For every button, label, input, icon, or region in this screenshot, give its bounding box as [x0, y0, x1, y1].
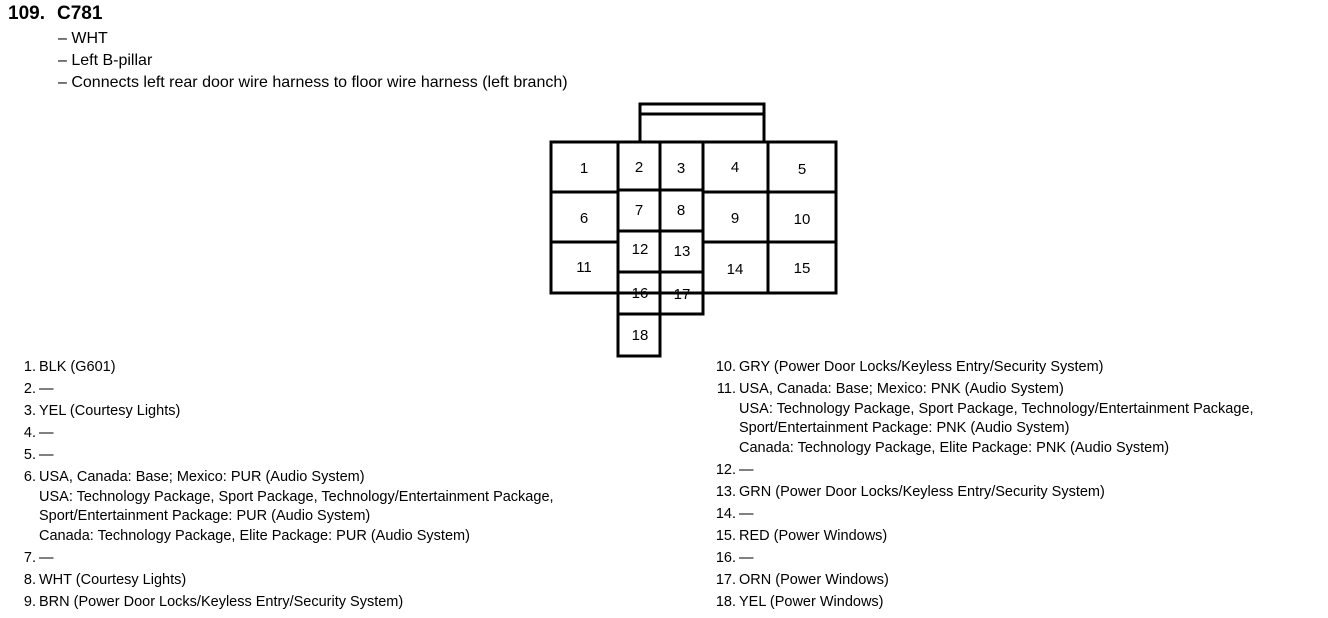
cavity-label: 17 — [673, 286, 691, 303]
pin-description: BRN (Power Door Locks/Keyless Entry/Security System) — [39, 594, 404, 611]
pin-entry — [8, 358, 554, 378]
pin-entry — [708, 505, 1254, 525]
description-color: – WHT — [58, 30, 108, 47]
pin-entry — [708, 358, 1254, 378]
pin-description: Sport/Entertainment Package: PUR (Audio System) — [39, 508, 371, 525]
pin-number: 16. — [715, 550, 736, 567]
pin-description: ORN (Power Windows) — [739, 572, 889, 589]
cavity-label: 11 — [576, 259, 592, 276]
pin-number: 3. — [23, 403, 36, 420]
pin-number: 1. — [23, 359, 36, 375]
cavity-label: 5 — [797, 161, 807, 178]
pin-description: RED (Power Windows) — [739, 527, 888, 544]
pin-entry — [8, 571, 554, 591]
pin-number: 18. — [715, 594, 736, 611]
cavity-label: 3 — [676, 160, 686, 177]
pin-description: — — [39, 550, 54, 567]
cavity-label: 1 — [579, 160, 589, 177]
pin-number: 2. — [23, 381, 36, 398]
connector-number: 109. — [8, 3, 45, 24]
pin-description: GRY (Power Door Locks/Keyless Entry/Security System) — [739, 359, 1104, 375]
pin-description: — — [739, 550, 754, 567]
pin-entry — [8, 380, 554, 400]
pin-number: 15. — [715, 527, 736, 544]
pin-entry — [708, 527, 1254, 547]
pin-description: USA, Canada: Base; Mexico: PUR (Audio System) — [39, 469, 365, 486]
pin-entry — [8, 446, 554, 466]
pin-entry — [708, 593, 1254, 613]
pin-description: BLK (G601) — [39, 359, 116, 375]
cavity-label: 18 — [631, 327, 649, 344]
pin-description: — — [739, 461, 754, 478]
pin-number: 13. — [715, 483, 736, 500]
pin-entry — [8, 549, 554, 569]
pin-entry — [708, 483, 1254, 503]
description-connection: – Connects left rear door wire harness to floor wire harness (left branch) — [58, 74, 568, 91]
pin-number: 8. — [23, 572, 36, 589]
cavity-label: 12 — [631, 241, 649, 258]
cavity-label: 15 — [793, 260, 811, 277]
pin-description: Canada: Technology Package, Elite Package: PUR (Audio System) — [39, 527, 470, 544]
cavity-label: 9 — [730, 210, 740, 227]
connector-code: C781 — [57, 3, 103, 24]
cavity-label: 2 — [634, 159, 644, 176]
connector-latch — [640, 104, 764, 142]
cavity-label: 10 — [793, 211, 811, 228]
pin-description: — — [39, 447, 54, 464]
pin-description: USA, Canada: Base; Mexico: PNK (Audio System) — [739, 381, 1064, 398]
pin-entry — [8, 424, 554, 444]
pin-description: — — [39, 381, 54, 398]
cavity-label: 7 — [634, 202, 644, 219]
pin-description: Sport/Entertainment Package: PNK (Audio System) — [739, 420, 1070, 437]
pin-entry — [8, 468, 554, 546]
pin-number: 5. — [23, 447, 36, 464]
pin-number: 9. — [23, 594, 36, 611]
pin-entry — [708, 380, 1254, 458]
pin-entry — [708, 461, 1254, 481]
pin-list-left — [8, 358, 554, 615]
pin-entry — [8, 402, 554, 422]
cavity-label: 14 — [726, 261, 744, 278]
cavity-label: 16 — [631, 285, 649, 302]
pin-number: 6. — [23, 469, 36, 486]
pin-description: — — [39, 425, 54, 442]
cavity-label: 13 — [673, 243, 691, 260]
pin-list-right — [708, 358, 1254, 615]
pin-number: 10. — [715, 359, 736, 375]
cavity-label: 8 — [676, 202, 686, 219]
pin-description: YEL (Courtesy Lights) — [39, 403, 181, 420]
pin-number: 14. — [715, 505, 736, 522]
pin-entry — [708, 571, 1254, 591]
pin-number: 7. — [23, 550, 36, 567]
pin-number: 11. — [716, 381, 736, 398]
pin-description: WHT (Courtesy Lights) — [39, 572, 187, 589]
pin-description: YEL (Power Windows) — [739, 594, 884, 611]
pin-number: 17. — [715, 572, 736, 589]
pin-entry — [708, 549, 1254, 569]
pin-number: 4. — [23, 425, 36, 442]
pin-entry — [8, 593, 554, 613]
pin-description: Canada: Technology Package, Elite Package: PNK (Audio System) — [739, 439, 1170, 456]
pin-description: — — [739, 505, 754, 522]
pin-number: 12. — [715, 461, 736, 478]
cavity-label: 4 — [730, 159, 740, 176]
pin-description: USA: Technology Package, Sport Package, Technology/Entertainment Package, — [739, 400, 1254, 417]
pin-description: USA: Technology Package, Sport Package, Technology/Entertainment Package, — [39, 488, 554, 505]
cavity-label: 6 — [579, 210, 589, 227]
description-location: – Left B-pillar — [58, 52, 153, 69]
pin-description: GRN (Power Door Locks/Keyless Entry/Security System) — [739, 483, 1105, 500]
